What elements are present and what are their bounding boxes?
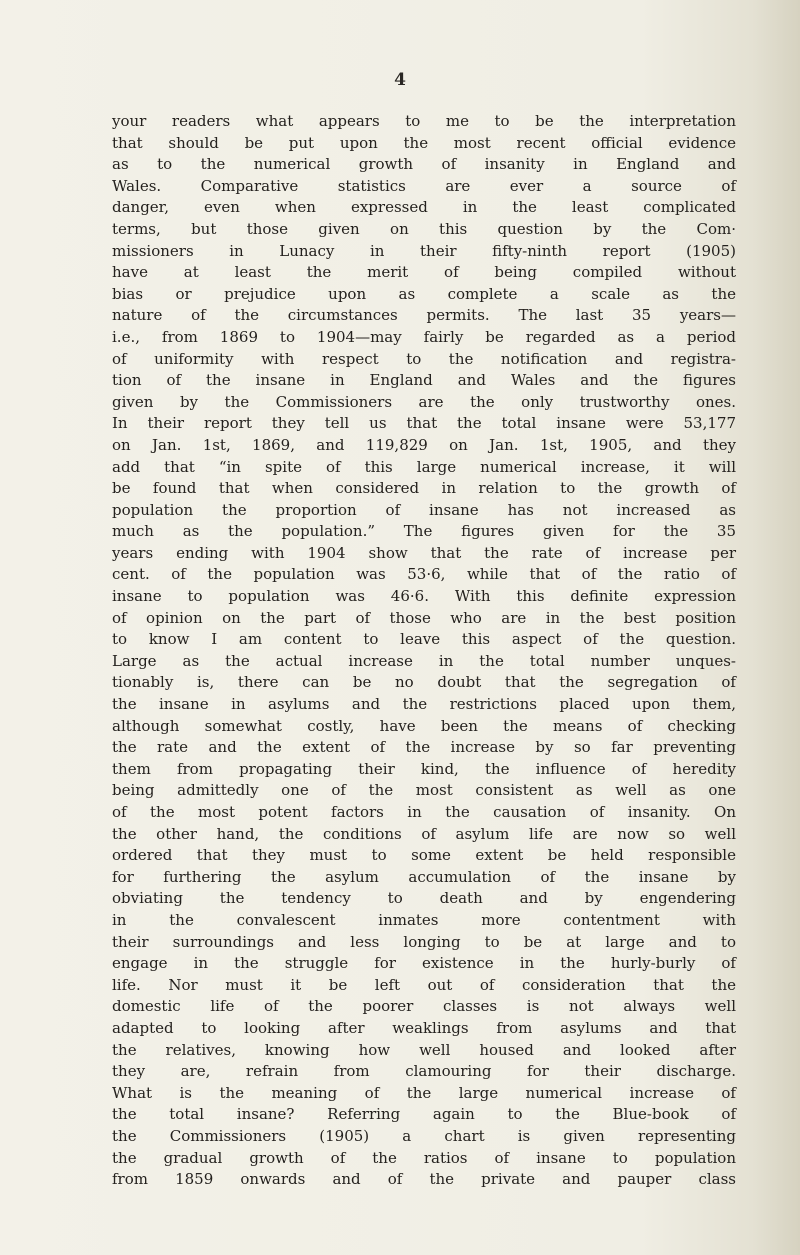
text-line: the gradual growth of the ratios of insane to population — [112, 1148, 736, 1167]
text-line: have at least the merit of being compiled without — [112, 263, 736, 282]
text-line: bias or prejudice upon as complete a scale as the — [112, 284, 736, 303]
text-line: of the most potent factors in the causation of insanity. On — [112, 803, 736, 821]
text-line: i.e., from 1869 to 1904—may fairly be regarded as a period — [112, 327, 736, 346]
text-line: insane to population was 46·6. With this definite expression — [112, 587, 736, 606]
text-line: Wales. Comparative statistics are ever a source of — [112, 176, 736, 195]
text-line: add that “in spite of this large numerical increase, it will — [112, 457, 736, 476]
text-line: Large as the actual increase in the total number unques- — [112, 651, 736, 670]
text-line: obviating the tendency to death and by engendering — [112, 889, 736, 908]
text-line: years ending with 1904 show that the rate of increase per — [112, 543, 736, 562]
text-line: life. Nor must it be left out of consideration that the — [112, 975, 736, 994]
text-line: the Commissioners (1905) a chart is given representing — [112, 1126, 736, 1145]
text-line: them from propagating their kind, the influence of heredity — [112, 759, 736, 778]
text-line: for furthering the asylum accumulation of the insane by — [112, 867, 736, 886]
text-line: What is the meaning of the large numerical increase of — [112, 1083, 736, 1102]
text-line: although somewhat costly, have been the means of checking — [112, 716, 736, 735]
text-line: of opinion on the part of those who are in the best position — [112, 608, 736, 627]
text-line: the insane in asylums and the restrictions placed upon them, — [112, 695, 736, 714]
text-line: on Jan. 1st, 1869, and 119,829 on Jan. 1st, 1905, and they — [112, 435, 736, 454]
text-line: your readers what appears to me to be the interpretation — [112, 112, 736, 130]
text-line: that should be put upon the most recent official evidence — [112, 133, 736, 152]
text-line: domestic life of the poorer classes is not always well — [112, 997, 736, 1016]
text-line: the other hand, the conditions of asylum life are now so well — [112, 824, 736, 843]
text-line: In their report they tell us that the total insane were 53,177 — [112, 414, 736, 433]
text-line: engage in the struggle for existence in the hurly-burly of — [112, 954, 736, 973]
text-line: the relatives, knowing how well housed and looked after — [112, 1040, 736, 1059]
text-line: given by the Commissioners are the only trustworthy ones. — [112, 392, 736, 411]
text-line: danger, even when expressed in the least complicated — [112, 198, 736, 217]
text-line: the total insane? Referring again to the Blue-book of — [112, 1105, 736, 1124]
text-line: as to the numerical growth of insanity in England and — [112, 155, 736, 174]
text-line: adapted to looking after weaklings from asylums and that — [112, 1018, 736, 1037]
text-line: their surroundings and less longing to be at large and to — [112, 932, 736, 951]
text-line: the rate and the extent of the increase by so far preventing — [112, 738, 736, 757]
text-line: tionably is, there can be no doubt that the segregation of — [112, 673, 736, 692]
text-line: tion of the insane in England and Wales and the figures — [112, 371, 736, 390]
text-line: they are, refrain from clamouring for their discharge. — [112, 1062, 736, 1081]
page-number: 4 — [394, 70, 406, 90]
text-line: nature of the circumstances permits. The last 35 years— — [112, 306, 736, 325]
text-line: of uniformity with respect to the notification and registra- — [112, 349, 736, 368]
text-line: to know I am content to leave this aspect of the question. — [112, 630, 736, 649]
text-line: being admittedly one of the most consistent as well as one — [112, 781, 736, 800]
text-line: missioners in Lunacy in their fifty-ninth report (1905) — [112, 241, 736, 260]
text-line: cent. of the population was 53·6, while that of the ratio of — [112, 565, 736, 584]
text-line: be found that when considered in relation to the growth of — [112, 479, 736, 498]
text-line: in the convalescent inmates more contentment with — [112, 910, 736, 929]
text-line: ordered that they must to some extent be held responsible — [112, 846, 736, 865]
body-text — [112, 111, 736, 1191]
text-line: from 1859 onwards and of the private and pauper class — [112, 1170, 736, 1189]
text-line: terms, but those given on this question by the Com· — [112, 219, 736, 238]
text-line: much as the population.” The figures given for the 35 — [112, 522, 736, 541]
text-line: population the proportion of insane has not increased as — [112, 500, 736, 519]
